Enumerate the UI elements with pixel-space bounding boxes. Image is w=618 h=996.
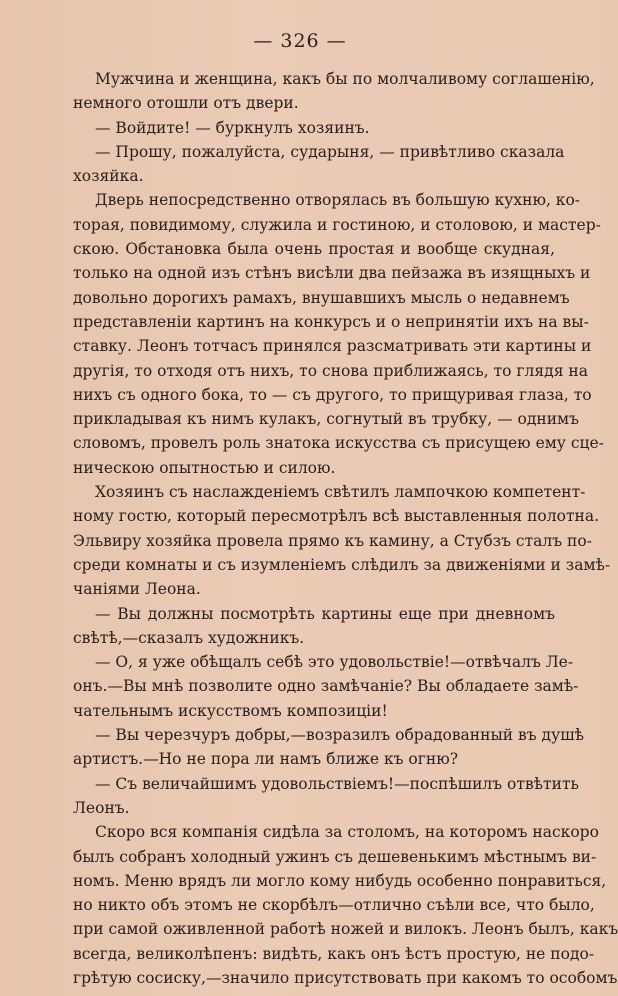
text-line: Дверь непосредственно отворялась въ большую кухню, ко- [95, 191, 581, 210]
text-line: онъ.—Вы мнѣ позволите одно замѣчаніе? Вы обладаете замѣ- [73, 677, 579, 696]
paragraph [73, 140, 565, 189]
text-line: Скоро вся компанія сидѣла за столомъ, на которомъ наскоро [95, 823, 599, 842]
text-line: былъ собранъ холодный ужинъ съ дешевенькимъ мѣстнымъ ви- [73, 847, 597, 866]
text-line: немного отошли отъ двери. [73, 94, 299, 113]
text-line: нихъ съ одного бока, то — съ другого, то прищуривая глаза, то [73, 385, 592, 404]
text-line: — Войдите! — буркнулъ хозяинъ. [95, 118, 370, 137]
paragraph [73, 602, 555, 651]
text-line: Мужчина и женщина, какъ бы по молчаливому соглашенію, [95, 70, 595, 88]
text-line: среди комнаты и съ изумленіемъ слѣдилъ за движеніями и замѣ- [73, 555, 611, 574]
paragraph [73, 480, 611, 601]
text-line: другія, то отходя отъ нихъ, то снова приближаясь, то глядя на [73, 361, 588, 380]
text-line: свѣтѣ,—сказалъ художникъ. [73, 628, 305, 647]
body-text [73, 67, 618, 990]
text-line: ному гостю, который пересмотрѣлъ всѣ выставленныя полотна. [73, 507, 600, 526]
page-number: — 326 — [253, 30, 347, 52]
text-line: довольно дорогихъ рамахъ, внушавшихъ мысль о недавнемъ [73, 288, 570, 307]
text-line: представленіи картинъ на конкурсъ и о непринятіи ихъ на вы- [73, 312, 589, 331]
text-line: артистъ.—Но не пора ли намъ ближе къ огню? [73, 750, 459, 769]
text-line: Эльвиру хозяйка провела прямо къ камину, а Стубзъ сталъ по- [73, 531, 592, 550]
text-line: скою. Обстановка была очень простая и вообще скудная, [73, 240, 555, 259]
text-line: прикладывая къ нимъ кулакъ, согнутый въ трубку, — однимъ [73, 410, 579, 429]
paragraph [73, 116, 555, 140]
paragraph [73, 772, 579, 821]
text-line: ставку. Леонъ тотчасъ принялся разсматривать эти картины и [73, 337, 592, 356]
text-line: словомъ, провелъ роль знатока искусства съ присущею ему сце- [73, 434, 604, 453]
paragraph [73, 723, 584, 772]
paragraph [73, 650, 579, 723]
text-line: — Прошу, пожалуйста, сударыня, — привѣтливо сказала [95, 142, 565, 161]
text-line: торая, повидимому, служила и гостиною, и столовою, и мастер- [73, 215, 601, 234]
paragraph [73, 188, 604, 480]
text-line: Леонъ. [73, 798, 130, 817]
text-line: но никто объ этомъ не скорбѣлъ—отлично съѣли все, что было, [73, 896, 595, 915]
text-line: номъ. Меню врядъ ли могло кому нибудь особенно понравиться, [73, 871, 607, 890]
text-line: Хозяинъ съ наслажденіемъ свѣтилъ лампочкою компетент- [95, 483, 586, 502]
text-line: — Вы черезчуръ добры,—возразилъ обрадованный въ душѣ [95, 726, 584, 745]
text-line: ническою опытностью и силою. [73, 458, 336, 477]
text-line: только на одной изъ стѣнъ висѣли два пейзажа въ изящныхъ и [73, 264, 591, 283]
text-line: хозяйка. [73, 167, 144, 186]
paragraph [73, 67, 595, 116]
text-line: — О, я уже обѣщалъ себѣ это удовольствіе!—отвѣчалъ Ле- [95, 653, 574, 672]
text-line: — Вы должны посмотрѣть картины еще при дневномъ [95, 604, 555, 623]
text-line: грѣтую сосиску,—значило присутствовать при какомъ то особомъ [73, 968, 618, 987]
text-line: чаніями Леона. [73, 580, 201, 599]
text-line: — Съ величайшимъ удовольствіемъ!—поспѣшилъ отвѣтить [95, 774, 579, 793]
text-line: всегда, великолѣпенъ: видѣть, какъ онъ ѣстъ простую, не подо- [73, 944, 595, 963]
text-line: при самой оживленной работѣ ножей и вилокъ. Леонъ былъ, какъ [73, 920, 618, 939]
paragraph [73, 820, 618, 990]
text-line: чательнымъ искусствомъ композиціи! [73, 701, 388, 720]
